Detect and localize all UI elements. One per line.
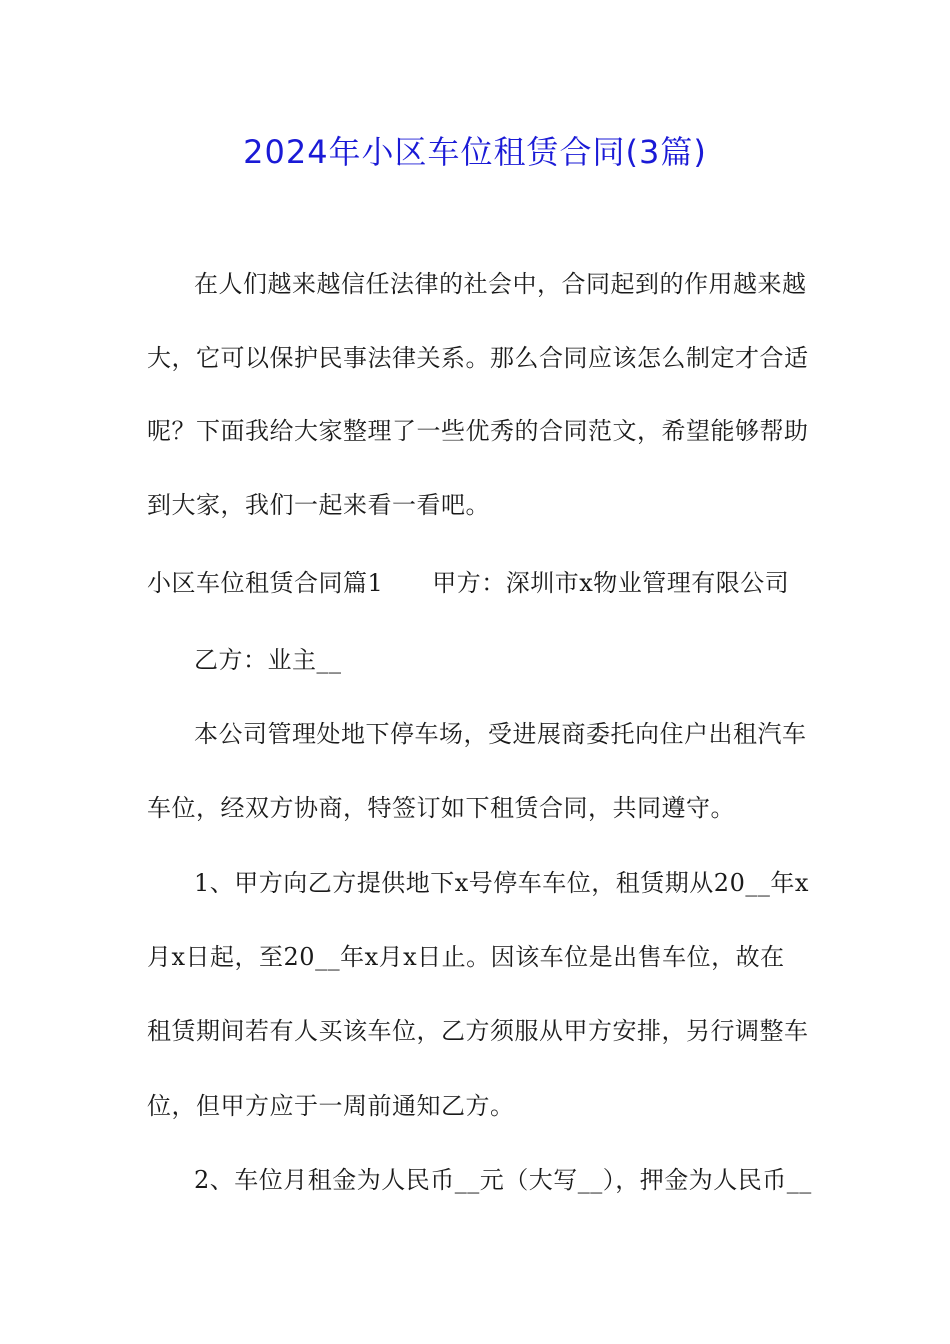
paragraph-line: 到大家，我们一起来看一看吧。: [147, 491, 490, 519]
paragraph-line: 在人们越来越信任法律的社会中，合同起到的作用越来越: [194, 270, 807, 298]
paragraph-line: 本公司管理处地下停车场，受进展商委托向住户出租汽车: [194, 720, 807, 748]
paragraph-line: 租赁期间若有人买该车位，乙方须服从甲方安排，另行调整车: [147, 1017, 809, 1045]
paragraph-line: 月x日起，至20__年x月x日止。因该车位是出售车位，故在: [147, 943, 785, 971]
paragraph-line: 1、甲方向乙方提供地下x号停车车位，租赁期从20__年x: [194, 869, 809, 897]
section-heading-line: 小区车位租赁合同篇1 甲方：深圳市x物业管理有限公司: [147, 569, 790, 597]
paragraph-line: 呢？下面我给大家整理了一些优秀的合同范文，希望能够帮助: [147, 417, 809, 445]
paragraph-line: 车位，经双方协商，特签订如下租赁合同，共同遵守。: [147, 794, 735, 822]
paragraph-line: 2、车位月租金为人民币__元（大写__），押金为人民币__: [194, 1166, 812, 1194]
paragraph-line: 乙方：业主__: [194, 646, 342, 674]
paragraph-line: 位，但甲方应于一周前通知乙方。: [147, 1092, 515, 1120]
paragraph-line: 大，它可以保护民事法律关系。那么合同应该怎么制定才合适: [147, 344, 809, 372]
document-title: 2024年小区车位租赁合同(3篇): [243, 133, 707, 171]
